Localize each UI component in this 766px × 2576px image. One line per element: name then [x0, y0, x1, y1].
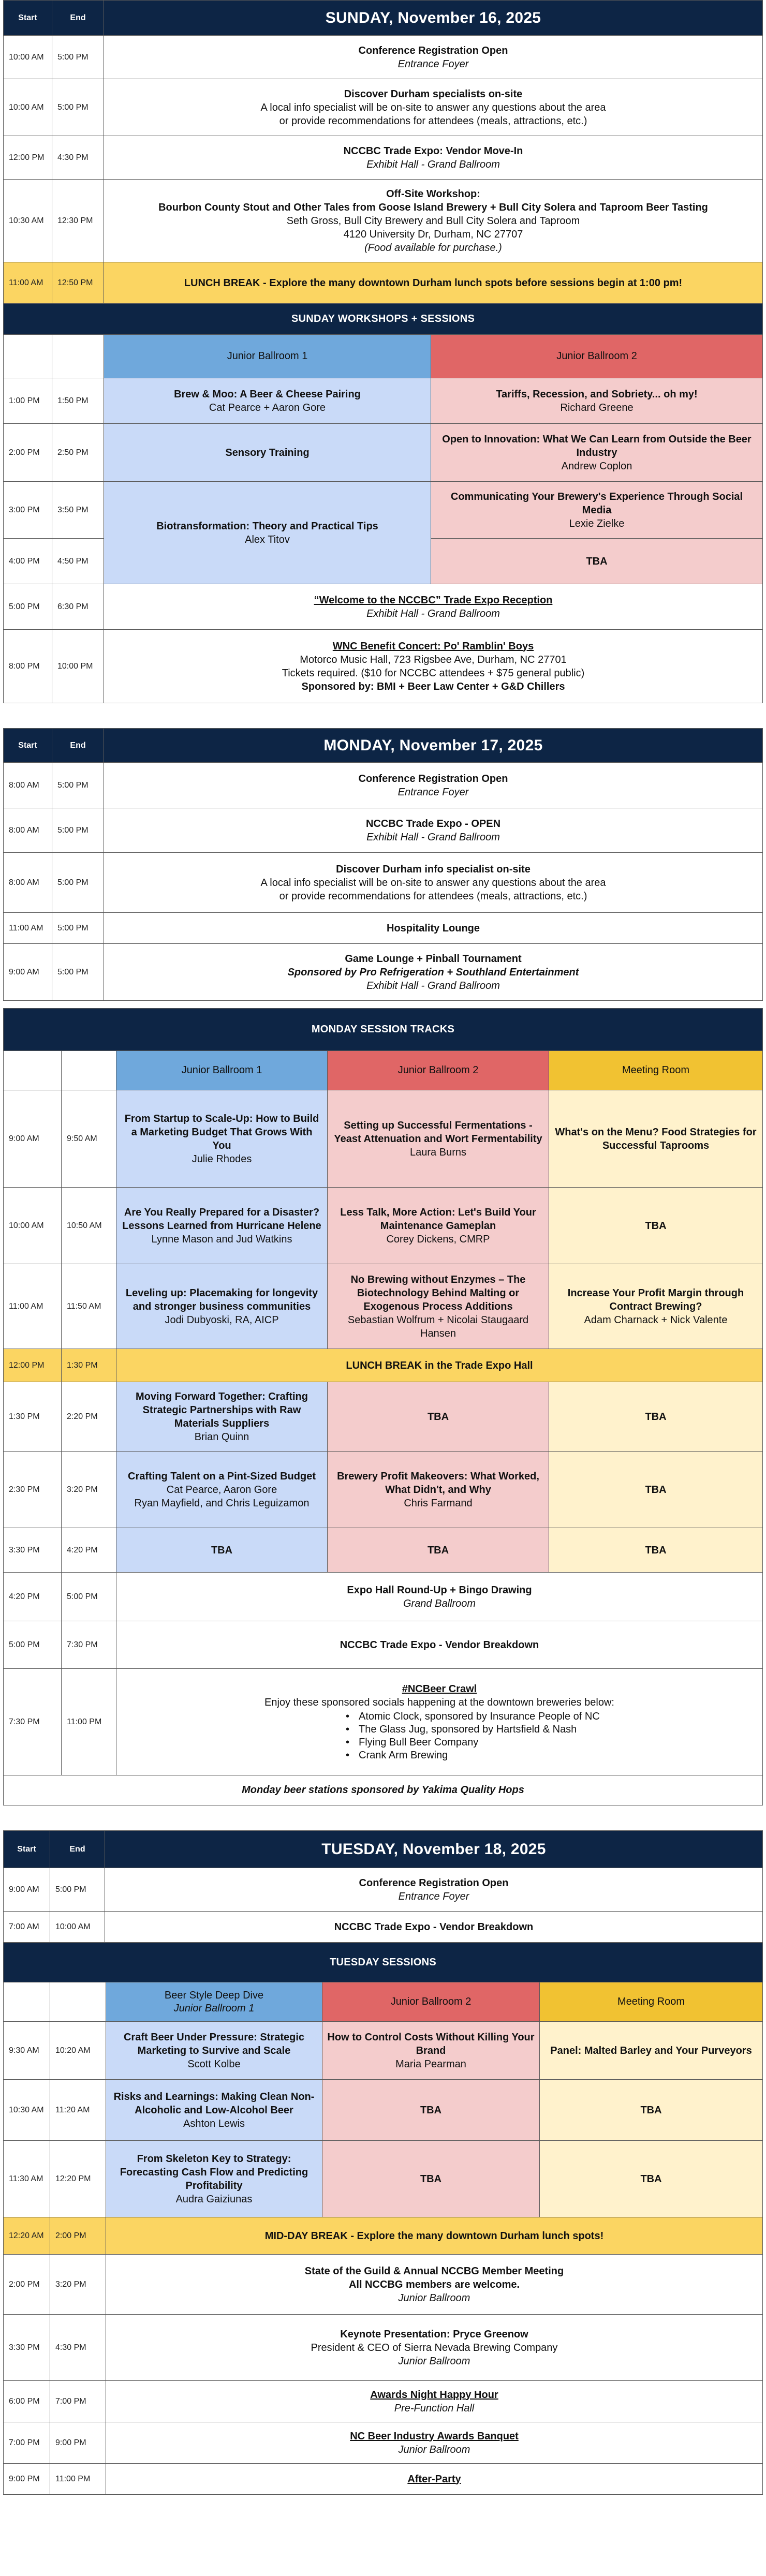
event-title: Keynote Presentation: Pryce Greenow: [340, 2328, 528, 2340]
session-title: TBA: [586, 555, 608, 567]
end-time: 5:00 PM: [52, 913, 104, 944]
event-cell: [106, 2381, 763, 2422]
session-cell: [328, 1090, 549, 1188]
empty-cell: [4, 1051, 62, 1090]
end-time: 10:00 PM: [52, 630, 104, 703]
lunch-break: LUNCH BREAK in the Trade Expo Hall: [116, 1349, 763, 1382]
session-speaker: Ryan Mayfield, and Chris Leguizamon: [134, 1497, 310, 1509]
event-title: Discover Durham specialists on-site: [344, 88, 523, 100]
start-time: 2:00 PM: [4, 2255, 50, 2315]
end-time: 11:00 PM: [50, 2464, 106, 2495]
tuesday-sessions-table: [3, 1943, 763, 2495]
session-cell: [116, 1090, 328, 1188]
session-cell: [106, 2080, 322, 2141]
session-speaker: Cat Pearce, Aaron Gore: [166, 1484, 277, 1496]
end-time: 2:20 PM: [62, 1382, 116, 1452]
event-location: Entrance Foyer: [397, 786, 469, 798]
session-speaker: Andrew Coplon: [561, 460, 632, 472]
start-time: 10:30 AM: [4, 2080, 50, 2141]
session-title: TBA: [645, 1220, 667, 1232]
session-cell: [116, 1528, 328, 1573]
end-time: 5:00 PM: [62, 1573, 116, 1621]
event-location: Exhibit Hall - Grand Ballroom: [366, 831, 500, 843]
room-header-junior-ballroom-1: Junior Ballroom 1: [104, 335, 431, 378]
event-detail: President & CEO of Sierra Nevada Brewing Company: [311, 2342, 558, 2353]
list-item: • Atomic Clock, sponsored by Insurance People of NC: [297, 1710, 600, 1723]
event-detail: A local info specialist will be on-site to answer any questions about the area: [260, 101, 606, 113]
event-title: NCCBC Trade Expo - OPEN: [365, 818, 501, 830]
session-title: TBA: [640, 2104, 662, 2116]
session-cell: [106, 2141, 322, 2217]
end-time: 4:50 PM: [52, 539, 104, 584]
start-time: 10:00 AM: [4, 1188, 62, 1264]
session-speaker: Jodi Dubyoski, RA, AICP: [165, 1314, 279, 1326]
end-column-header: End: [50, 1831, 105, 1868]
event-location: Junior Ballroom: [398, 2355, 470, 2367]
event-subtitle: Bourbon County Stout and Other Tales from Goose Island Brewery + Bull City Solera and Taproom Beer Tasting: [158, 201, 708, 213]
list-item: • The Glass Jug, sponsored by Hartsfield & Nash: [297, 1723, 600, 1736]
start-time: 3:00 PM: [4, 482, 52, 539]
event-cell: [104, 944, 763, 1001]
start-time: 5:00 PM: [4, 1621, 62, 1669]
session-cell: [549, 1382, 763, 1452]
session-cell: [328, 1264, 549, 1349]
end-time: 4:30 PM: [52, 136, 104, 180]
session-cell: [328, 1528, 549, 1573]
session-speaker: Scott Kolbe: [187, 2058, 241, 2070]
event-title: Conference Registration Open: [358, 773, 508, 784]
crawl-list: [297, 1710, 600, 1762]
session-speaker: Sebastian Wolfrum + Nicolai Staugaard Hansen: [347, 1314, 529, 1339]
session-title: Leveling up: Placemaking for longevity and stronger business communities: [125, 1287, 318, 1312]
start-time: 4:20 PM: [4, 1573, 62, 1621]
start-time: 12:00 PM: [4, 136, 52, 180]
session-cell: [540, 2141, 763, 2217]
event-sponsors: Sponsored by Pro Refrigeration + Southland Entertainment: [287, 966, 579, 978]
event-title: Game Lounge + Pinball Tournament: [345, 953, 522, 965]
event-detail: or provide recommendations for attendees (meals, attractions, etc.): [279, 115, 587, 127]
session-title: TBA: [211, 1544, 233, 1556]
end-time: 5:00 PM: [52, 79, 104, 136]
end-time: 2:00 PM: [50, 2217, 106, 2255]
event-location: Junior Ballroom: [398, 2444, 470, 2455]
room-header-meeting-room: Meeting Room: [540, 1982, 763, 2022]
session-title: Communicating Your Brewery's Experience Through Social Media: [450, 491, 743, 516]
end-time: 4:20 PM: [62, 1528, 116, 1573]
session-speaker: Julie Rhodes: [192, 1153, 252, 1165]
start-time: 2:30 PM: [4, 1452, 62, 1528]
session-cell: [104, 424, 431, 482]
event-detail: Seth Gross, Bull City Brewery and Bull City Solera and Taproom: [286, 215, 580, 227]
section-title: TUESDAY SESSIONS: [4, 1943, 763, 1982]
end-column-header: End: [52, 1, 104, 36]
end-time: 5:00 PM: [52, 808, 104, 853]
session-title: TBA: [420, 2173, 442, 2185]
start-time: 10:00 AM: [4, 79, 52, 136]
session-title: TBA: [640, 2173, 662, 2185]
start-time: 5:00 PM: [4, 584, 52, 630]
session-title: Risks and Learnings: Making Clean Non-Alcoholic and Low-Alcohol Beer: [113, 2091, 315, 2116]
event-cell: [104, 79, 763, 136]
start-column-header: Start: [4, 1831, 50, 1868]
end-time: 12:30 PM: [52, 180, 104, 262]
end-time: 10:00 AM: [50, 1912, 105, 1943]
start-time: 4:00 PM: [4, 539, 52, 584]
session-cell: [540, 2080, 763, 2141]
start-time: 1:00 PM: [4, 378, 52, 424]
end-time: 1:30 PM: [62, 1349, 116, 1382]
event-cell: [104, 180, 763, 262]
event-title: Conference Registration Open: [359, 1877, 509, 1889]
session-cell: [116, 1188, 328, 1264]
session-cell: [106, 2022, 322, 2080]
section-title: MONDAY SESSION TRACKS: [4, 1009, 763, 1051]
session-cell: [431, 424, 763, 482]
session-cell: [322, 2022, 540, 2080]
session-title: Tariffs, Recession, and Sobriety... oh my!: [496, 388, 698, 400]
room-header-junior-ballroom-2: Junior Ballroom 2: [322, 1982, 540, 2022]
session-title: TBA: [427, 1411, 449, 1423]
mid-day-break: MID-DAY BREAK - Explore the many downtown Durham lunch spots!: [106, 2217, 763, 2255]
event-title: NCCBC Trade Expo - Vendor Breakdown: [340, 1639, 539, 1651]
session-cell: [328, 1382, 549, 1452]
session-cell: [328, 1188, 549, 1264]
session-speaker: Maria Pearman: [395, 2058, 466, 2070]
session-speaker: Corey Dickens, CMRP: [386, 1233, 490, 1245]
session-title: Sensory Training: [225, 447, 310, 458]
session-cell: [322, 2080, 540, 2141]
start-column-header: Start: [4, 1, 52, 36]
end-time: 11:50 AM: [62, 1264, 116, 1349]
session-title: TBA: [420, 2104, 442, 2116]
event-title: WNC Benefit Concert: Po' Ramblin' Boys: [332, 640, 534, 652]
session-title: From Skeleton Key to Strategy: Forecasting Cash Flow and Predicting Profitability: [120, 2153, 308, 2192]
session-title: From Startup to Scale-Up: How to Build a Marketing Budget That Grows With You: [124, 1113, 319, 1151]
crawl-list-wrap: [121, 1709, 758, 1762]
event-location: Junior Ballroom: [398, 2292, 470, 2304]
monday-table: [3, 728, 763, 1001]
event-title: “Welcome to the NCCBC” Trade Expo Reception: [314, 594, 553, 606]
start-time: 1:30 PM: [4, 1382, 62, 1452]
event-title: Discover Durham info specialist on-site: [336, 863, 531, 875]
end-time: 9:50 AM: [62, 1090, 116, 1188]
event-title: Conference Registration Open: [358, 45, 508, 56]
event-location: Pre-Function Hall: [394, 2402, 475, 2414]
event-subtitle: All NCCBG members are welcome.: [348, 2278, 520, 2290]
list-item: • Flying Bull Beer Company: [297, 1736, 600, 1749]
end-time: 3:50 PM: [52, 482, 104, 539]
end-time: 11:00 PM: [62, 1669, 116, 1775]
monday-tracks-table: [3, 1008, 763, 1805]
session-title: Open to Innovation: What We Can Learn from Outside the Beer Industry: [442, 433, 752, 458]
session-title: Crafting Talent on a Pint-Sized Budget: [128, 1470, 316, 1482]
event-title: Hospitality Lounge: [387, 922, 480, 934]
end-time: 10:20 AM: [50, 2022, 106, 2080]
start-time: 10:30 AM: [4, 180, 52, 262]
empty-cell: [4, 335, 52, 378]
event-title: Expo Hall Round-Up + Bingo Drawing: [347, 1584, 532, 1596]
session-cell: [540, 2022, 763, 2080]
session-title: Brewery Profit Makeovers: What Worked, What Didn't, and Why: [337, 1470, 539, 1496]
start-time: 8:00 PM: [4, 630, 52, 703]
start-time: 6:00 PM: [4, 2381, 50, 2422]
event-cell: [106, 2422, 763, 2464]
start-time: 7:00 AM: [4, 1912, 50, 1943]
session-speaker: Laura Burns: [410, 1146, 466, 1158]
session-cell: [549, 1090, 763, 1188]
event-note: (Food available for purchase.): [364, 242, 502, 254]
event-detail: or provide recommendations for attendees (meals, attractions, etc.): [279, 890, 587, 902]
end-time: 5:00 PM: [52, 944, 104, 1001]
end-time: 5:00 PM: [52, 36, 104, 79]
session-title: How to Control Costs Without Killing Your Brand: [327, 2031, 535, 2056]
end-time: 12:50 PM: [52, 262, 104, 304]
event-cell: [104, 630, 763, 703]
room-header-junior-ballroom-2: Junior Ballroom 2: [431, 335, 763, 378]
tuesday-schedule: [3, 1830, 763, 2495]
start-time: 11:00 AM: [4, 262, 52, 304]
event-location: Entrance Foyer: [397, 58, 469, 70]
monday-schedule: [3, 728, 763, 1805]
event-cell: [104, 808, 763, 853]
end-time: 1:50 PM: [52, 378, 104, 424]
end-time: 7:30 PM: [62, 1621, 116, 1669]
session-speaker: Ashton Lewis: [183, 2118, 245, 2129]
event-cell: [104, 853, 763, 913]
session-title: Setting up Successful Fermentations - Yeast Attenuation and Wort Fermentability: [334, 1119, 542, 1145]
event-cell: [116, 1621, 763, 1669]
session-title: Biotransformation: Theory and Practical Tips: [156, 520, 378, 532]
day-title: SUNDAY, November 16, 2025: [104, 1, 763, 36]
end-time: 9:00 PM: [50, 2422, 106, 2464]
event-location: Entrance Foyer: [398, 1890, 469, 1902]
start-time: 9:00 PM: [4, 2464, 50, 2495]
event-detail: A local info specialist will be on-site to answer any questions about the area: [260, 877, 606, 889]
day-title: MONDAY, November 17, 2025: [104, 729, 763, 763]
empty-cell: [4, 1982, 50, 2022]
room-track-name: Beer Style Deep Dive: [164, 1989, 264, 2001]
event-address: 4120 University Dr, Durham, NC 27707: [343, 228, 523, 240]
end-time: 12:20 PM: [50, 2141, 106, 2217]
end-time: 5:00 PM: [50, 1868, 105, 1912]
event-title: State of the Guild & Annual NCCBG Member Meeting: [304, 2265, 564, 2277]
session-title: TBA: [645, 1411, 667, 1423]
end-time: 2:50 PM: [52, 424, 104, 482]
session-title: Less Talk, More Action: Let's Build Your Maintenance Gameplan: [340, 1206, 536, 1232]
session-cell: [116, 1264, 328, 1349]
event-location: Exhibit Hall - Grand Ballroom: [366, 608, 500, 619]
session-cell: [116, 1382, 328, 1452]
event-cell: [104, 36, 763, 79]
event-cell: [104, 136, 763, 180]
end-time: 3:20 PM: [50, 2255, 106, 2315]
session-cell: [116, 1452, 328, 1528]
event-location: Exhibit Hall - Grand Ballroom: [366, 158, 500, 170]
start-time: 10:00 AM: [4, 36, 52, 79]
room-header-junior-ballroom-1: Junior Ballroom 1: [116, 1051, 328, 1090]
session-speaker: Adam Charnack + Nick Valente: [584, 1314, 728, 1326]
end-time: 6:30 PM: [52, 584, 104, 630]
event-cell: [104, 584, 763, 630]
start-time: 9:00 AM: [4, 1868, 50, 1912]
start-time: 8:00 AM: [4, 763, 52, 808]
sunday-schedule: [3, 0, 763, 703]
day-title: TUESDAY, November 18, 2025: [105, 1831, 763, 1868]
empty-cell: [62, 1051, 116, 1090]
session-cell: [328, 1452, 549, 1528]
event-cell: [105, 1868, 763, 1912]
start-time: 11:00 AM: [4, 1264, 62, 1349]
session-cell: [549, 1264, 763, 1349]
session-title: What's on the Menu? Food Strategies for Successful Taprooms: [555, 1126, 757, 1151]
event-title: NCCBC Trade Expo: Vendor Move-In: [343, 145, 523, 157]
end-column-header: End: [52, 729, 104, 763]
start-time: 2:00 PM: [4, 424, 52, 482]
session-speaker: Lexie Zielke: [569, 517, 625, 529]
event-cell: [105, 1912, 763, 1943]
event-title: Awards Night Happy Hour: [370, 2389, 498, 2401]
end-time: 3:20 PM: [62, 1452, 116, 1528]
end-time: 5:00 PM: [52, 853, 104, 913]
event-title: #NCBeer Crawl: [402, 1683, 477, 1695]
event-address: Motorco Music Hall, 723 Rigsbee Ave, Durham, NC 27701: [300, 654, 567, 665]
session-title: Craft Beer Under Pressure: Strategic Marketing to Survive and Scale: [123, 2031, 304, 2056]
session-title: Brew & Moo: A Beer & Cheese Pairing: [174, 388, 361, 400]
beer-crawl-cell: [116, 1669, 763, 1775]
session-cell: [431, 378, 763, 424]
lunch-break: LUNCH BREAK - Explore the many downtown Durham lunch spots before sessions begin at 1:00 pm!: [104, 262, 763, 304]
empty-cell: [50, 1982, 106, 2022]
session-title: Are You Really Prepared for a Disaster? Lessons Learned from Hurricane Helene: [122, 1206, 321, 1232]
session-title: TBA: [427, 1544, 449, 1556]
room-header-junior-ballroom-1: [106, 1982, 322, 2022]
session-speaker: Alex Titov: [245, 534, 290, 545]
start-time: 8:00 AM: [4, 808, 52, 853]
start-time: 8:00 AM: [4, 853, 52, 913]
session-cell: [549, 1528, 763, 1573]
session-title: Increase Your Profit Margin through Contract Brewing?: [567, 1287, 744, 1312]
event-location: Exhibit Hall - Grand Ballroom: [366, 980, 500, 991]
section-title: SUNDAY WORKSHOPS + SESSIONS: [4, 304, 763, 335]
event-detail: Enjoy these sponsored socials happening at the downtown breweries below:: [264, 1696, 614, 1708]
sunday-table: [3, 0, 763, 703]
session-title: TBA: [645, 1484, 667, 1496]
end-time: 11:20 AM: [50, 2080, 106, 2141]
session-speaker: Chris Farmand: [404, 1497, 473, 1509]
session-cell: [104, 378, 431, 424]
list-item: • Crank Arm Brewing: [297, 1749, 600, 1762]
session-title: TBA: [645, 1544, 667, 1556]
event-cell: [106, 2255, 763, 2315]
tuesday-table: [3, 1830, 763, 1943]
event-cell: [106, 2464, 763, 2495]
empty-cell: [52, 335, 104, 378]
session-cell: [549, 1188, 763, 1264]
session-cell: [104, 482, 431, 584]
session-title: No Brewing without Enzymes – The Biotechnology Behind Malting or Exogenous Process Additions: [350, 1274, 526, 1312]
event-title: NC Beer Industry Awards Banquet: [350, 2430, 519, 2442]
room-name: Junior Ballroom 1: [173, 2002, 255, 2014]
session-cell: [549, 1452, 763, 1528]
session-title: Panel: Malted Barley and Your Purveyors: [550, 2045, 752, 2056]
start-time: 7:30 PM: [4, 1669, 62, 1775]
start-time: 3:30 PM: [4, 2315, 50, 2381]
event-title: After-Party: [407, 2473, 461, 2485]
start-time: 9:00 AM: [4, 1090, 62, 1188]
event-sponsors: Sponsored by: BMI + Beer Law Center + G&D Chillers: [301, 680, 565, 692]
session-speaker: Richard Greene: [560, 402, 634, 413]
start-time: 9:30 AM: [4, 2022, 50, 2080]
start-time: 11:00 AM: [4, 913, 52, 944]
room-header-junior-ballroom-2: Junior Ballroom 2: [328, 1051, 549, 1090]
session-cell: [431, 539, 763, 584]
event-cell: [104, 763, 763, 808]
event-detail: Tickets required. ($10 for NCCBC attendees + $75 general public): [282, 667, 585, 679]
end-time: 7:00 PM: [50, 2381, 106, 2422]
event-location: Grand Ballroom: [403, 1597, 476, 1609]
event-cell: [116, 1573, 763, 1621]
sponsor-note: Monday beer stations sponsored by Yakima Quality Hops: [4, 1775, 763, 1805]
event-cell: [106, 2315, 763, 2381]
session-speaker: Lynne Mason and Jud Watkins: [151, 1233, 292, 1245]
session-speaker: Cat Pearce + Aaron Gore: [209, 402, 326, 413]
start-time: 7:00 PM: [4, 2422, 50, 2464]
start-time: 12:00 PM: [4, 1349, 62, 1382]
start-column-header: Start: [4, 729, 52, 763]
end-time: 10:50 AM: [62, 1188, 116, 1264]
end-time: 5:00 PM: [52, 763, 104, 808]
start-time: 12:20 AM: [4, 2217, 50, 2255]
event-title: NCCBC Trade Expo - Vendor Breakdown: [334, 1921, 534, 1933]
start-time: 3:30 PM: [4, 1528, 62, 1573]
start-time: 9:00 AM: [4, 944, 52, 1001]
room-header-meeting-room: Meeting Room: [549, 1051, 763, 1090]
end-time: 4:30 PM: [50, 2315, 106, 2381]
event-title: Off-Site Workshop:: [386, 188, 480, 200]
event-cell: [104, 913, 763, 944]
session-cell: [431, 482, 763, 539]
session-speaker: Audra Gaiziunas: [175, 2193, 253, 2205]
session-cell: [322, 2141, 540, 2217]
session-title: Moving Forward Together: Crafting Strategic Partnerships with Raw Materials Suppliers: [136, 1390, 308, 1429]
session-speaker: Brian Quinn: [194, 1431, 249, 1443]
start-time: 11:30 AM: [4, 2141, 50, 2217]
